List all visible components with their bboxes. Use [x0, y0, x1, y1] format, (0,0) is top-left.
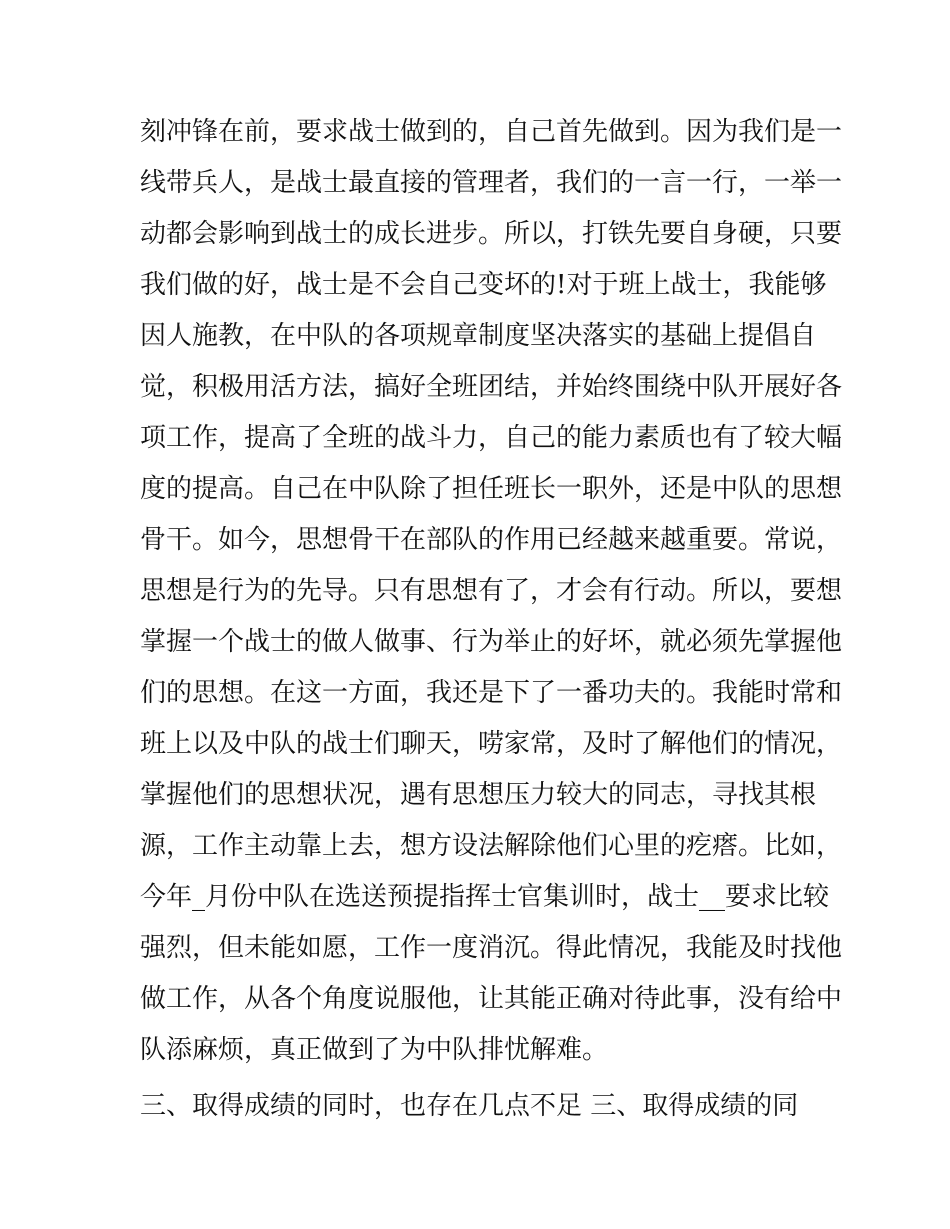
text-line: 思想是行为的先导。只有思想有了，才会有行动。所以，要想: [140, 576, 843, 606]
text-line: 度的提高。自己在中队除了担任班长一职外，还是中队的思想: [140, 474, 843, 504]
text-line: 们的思想。在这一方面，我还是下了一番功夫的。我能时常和: [140, 678, 843, 708]
text-line: 我们做的好，战士是不会自己变坏的!对于班上战士，我能够: [140, 270, 827, 300]
text-line: 今年_月份中队在选送预提指挥士官集训时，战士__要求比较: [140, 882, 830, 912]
text-line: 骨干。如今，思想骨干在部队的作用已经越来越重要。常说，: [140, 525, 843, 555]
text-line: 强烈，但未能如愿，工作一度消沉。得此情况，我能及时找他: [140, 933, 843, 963]
text-line: 因人施教，在中队的各项规章制度坚决落实的基础上提倡自: [140, 321, 817, 351]
text-line: 做工作，从各个角度说服他，让其能正确对待此事，没有给中: [140, 984, 843, 1014]
section-heading-line: 三、取得成绩的同时，也存在几点不足 三、取得成绩的同: [140, 1091, 799, 1121]
text-line: 刻冲锋在前，要求战士做到的，自己首先做到。因为我们是一: [140, 117, 843, 147]
text-line: 掌握一个战士的做人做事、行为举止的好坏，就必须先掌握他: [140, 627, 843, 657]
text-line: 掌握他们的思想状况，遇有思想压力较大的同志，寻找其根: [140, 780, 817, 810]
text-line: 线带兵人，是战士最直接的管理者，我们的一言一行，一举一: [140, 168, 843, 198]
text-line: 觉，积极用活方法，搞好全班团结，并始终围绕中队开展好各: [140, 372, 843, 402]
text-line: 动都会影响到战士的成长进步。所以，打铁先要自身硬，只要: [140, 219, 843, 249]
text-line: 源，工作主动靠上去，想方设法解除他们心里的疙瘩。比如，: [140, 831, 843, 861]
body-text: [140, 107, 843, 1132]
text-line: 项工作，提高了全班的战斗力，自己的能力素质也有了较大幅: [140, 423, 843, 453]
text-line: 队添麻烦，真正做到了为中队排忧解难。: [140, 1035, 609, 1065]
text-line: 班上以及中队的战士们聊天，唠家常，及时了解他们的情况，: [140, 729, 843, 759]
